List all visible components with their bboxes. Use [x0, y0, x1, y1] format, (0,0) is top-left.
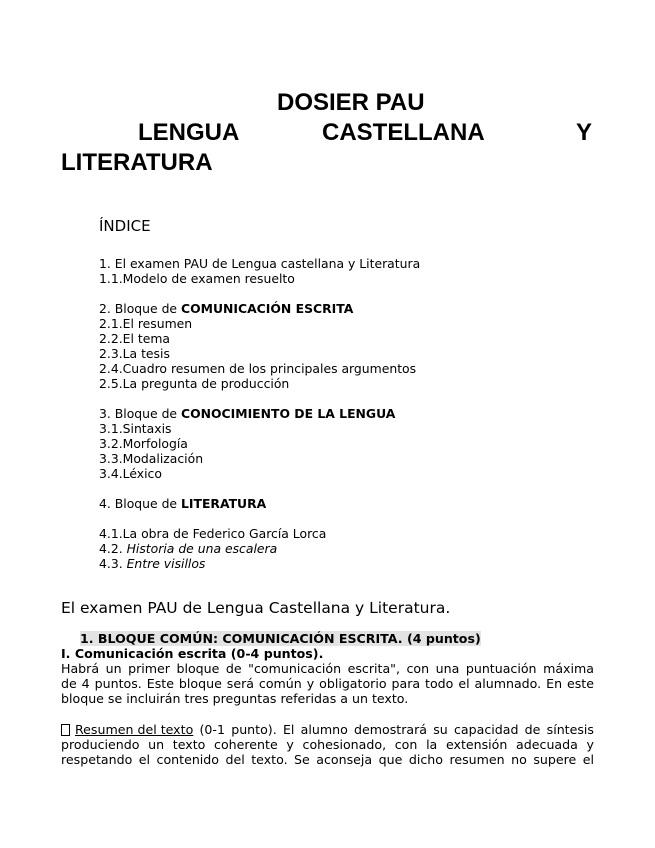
index-item: 2.3.La tesis — [99, 346, 170, 361]
index-item: 2.1.El resumen — [99, 316, 193, 331]
index-item: 1. El examen PAU de Lengua castellana y Literatura — [99, 256, 421, 271]
index-item: 4.1.La obra de Federico García Lorca — [99, 526, 327, 541]
index-block-3 — [99, 406, 395, 421]
paragraph-text: (0-1 punto). El alumno demostrará su capacidad de síntesis — [193, 722, 594, 737]
resumen-del-texto-link[interactable]: Resumen del texto — [75, 722, 194, 737]
index-item: 3.4.Léxico — [99, 466, 162, 481]
paragraph-text: de 4 puntos. Este bloque será común y obligatorio para todo el alumnado. En este — [61, 676, 594, 691]
index-item-number: 4.2. — [99, 541, 127, 556]
document-title-word-castellana: CASTELLANA — [322, 119, 485, 146]
index-heading: ÍNDICE — [99, 217, 151, 235]
index-item: 3.3.Modalización — [99, 451, 204, 466]
document-title-word-lengua: LENGUA — [138, 119, 240, 146]
index-item-number: 4.3. — [99, 556, 127, 571]
bullet-icon — [61, 724, 70, 736]
index-block-title: LITERATURA — [181, 496, 267, 511]
index-item-title: Historia de una escalera — [126, 541, 278, 556]
paragraph-2-line-1 — [61, 722, 594, 737]
index-item — [99, 556, 205, 571]
paragraph-2-line-3 — [61, 752, 594, 767]
document-title-line-3: LITERATURA — [61, 149, 213, 176]
index-item — [99, 541, 277, 556]
block-title — [80, 631, 481, 646]
index-item: 2.2.El tema — [99, 331, 170, 346]
section-heading: El examen PAU de Lengua Castellana y Literatura. — [61, 599, 451, 617]
index-block-prefix: 2. Bloque de — [99, 301, 181, 316]
paragraph-1-line-1 — [61, 661, 594, 676]
index-item: 3.2.Morfología — [99, 436, 188, 451]
document-title-line-1: DOSIER PAU — [277, 89, 425, 116]
index-block-2 — [99, 301, 353, 316]
index-block-title: CONOCIMIENTO DE LA LENGUA — [181, 406, 396, 421]
index-item-title: Entre visillos — [126, 556, 206, 571]
index-block-4 — [99, 496, 266, 511]
block-title-highlight: 1. BLOQUE COMÚN: COMUNICACIÓN ESCRITA. (4 puntos) — [80, 631, 481, 646]
index-item: 3.1.Sintaxis — [99, 421, 172, 436]
document-title-word-y: Y — [576, 119, 593, 146]
index-block-prefix: 4. Bloque de — [99, 496, 181, 511]
index-item: 2.4.Cuadro resumen de los principales argumentos — [99, 361, 417, 376]
index-item: 1.1.Modelo de examen resuelto — [99, 271, 295, 286]
index-block-title: COMUNICACIÓN ESCRITA — [181, 301, 354, 316]
paragraph-text: respetando el contenido del texto. Se aconseja que dicho resumen no supere el — [61, 752, 594, 767]
index-block-prefix: 3. Bloque de — [99, 406, 181, 421]
paragraph-1-line-2 — [61, 676, 594, 691]
paragraph-2-line-2 — [61, 737, 594, 752]
index-item: 2.5.La pregunta de producción — [99, 376, 290, 391]
paragraph-text: Habrá un primer bloque de "comunicación escrita", con una puntuación máxima — [61, 661, 594, 676]
paragraph-1-line-3: bloque se incluirán tres preguntas referidas a un texto. — [61, 691, 409, 706]
paragraph-text: produciendo un texto coherente y cohesionado, con la extensión adecuada y — [61, 737, 594, 752]
subheading: I. Comunicación escrita (0-4 puntos). — [61, 646, 324, 661]
